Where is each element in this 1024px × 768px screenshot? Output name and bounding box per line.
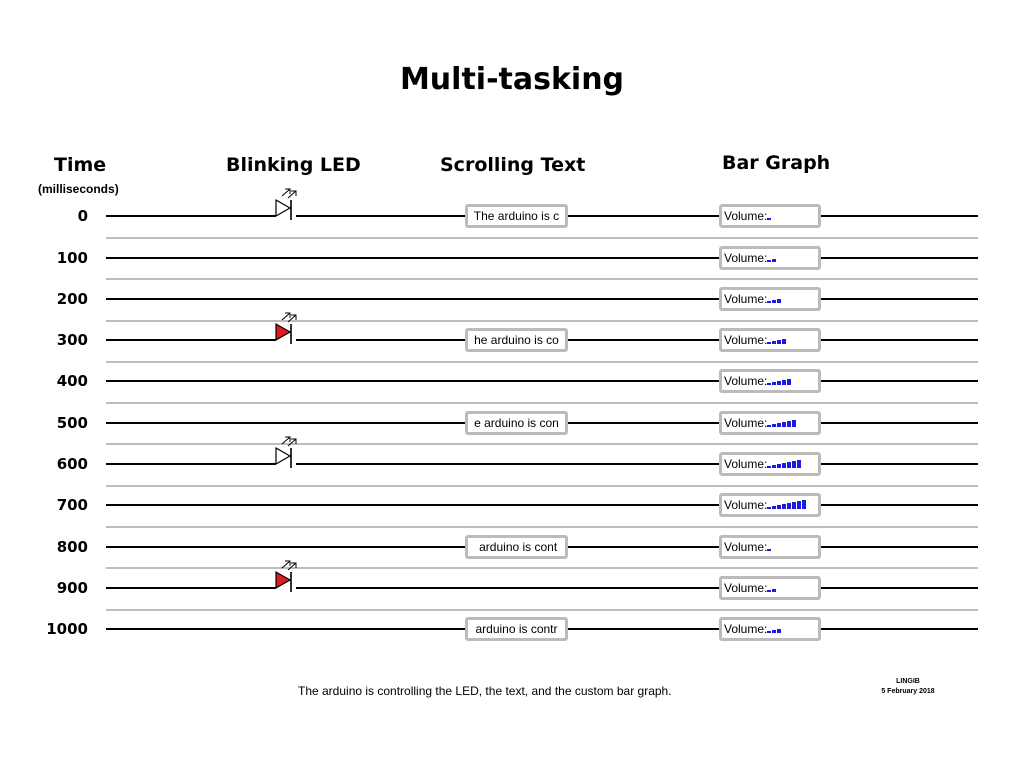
grid-divider xyxy=(106,237,978,239)
led-off-icon xyxy=(274,188,314,228)
led-off-icon xyxy=(274,436,314,476)
volume-label: Volume: xyxy=(724,292,768,306)
volume-bar xyxy=(777,299,781,303)
volume-bar-graph xyxy=(767,331,787,349)
volume-label: Volume: xyxy=(724,333,768,347)
volume-bar xyxy=(782,504,786,509)
time-label: 1000 xyxy=(46,620,88,638)
timeline-segment xyxy=(821,380,978,382)
grid-divider xyxy=(106,443,978,445)
time-label: 600 xyxy=(56,455,88,473)
volume-bar-graph xyxy=(767,372,792,390)
volume-bar xyxy=(772,506,776,509)
volume-bar xyxy=(782,380,786,385)
volume-bar xyxy=(767,631,771,633)
scrolling-text: arduino is cont xyxy=(475,540,558,554)
text-header: Scrolling Text xyxy=(440,154,586,176)
timeline-segment xyxy=(821,546,978,548)
volume-bar-graph xyxy=(767,290,782,308)
time-label: 500 xyxy=(56,414,88,432)
volume-bar xyxy=(772,465,776,468)
timeline-segment xyxy=(821,257,978,259)
volume-bar xyxy=(772,300,776,303)
volume-bar-graph xyxy=(767,414,797,432)
volume-box xyxy=(719,535,821,559)
scrolling-text-box xyxy=(465,411,568,435)
timeline-segment xyxy=(296,463,719,465)
timeline-segment xyxy=(106,257,719,259)
volume-bar xyxy=(767,260,771,262)
volume-bar xyxy=(792,502,796,509)
volume-label: Volume: xyxy=(724,374,768,388)
timeline-segment xyxy=(821,339,978,341)
volume-label: Volume: xyxy=(724,498,768,512)
volume-bar xyxy=(787,379,791,385)
timeline-segment xyxy=(106,215,276,217)
volume-bar xyxy=(772,259,776,262)
scrolling-text: e arduino is con xyxy=(474,416,559,430)
timeline-segment xyxy=(106,587,276,589)
volume-bar-graph xyxy=(767,579,777,597)
timeline-segment xyxy=(296,587,719,589)
volume-bar xyxy=(772,589,776,592)
timeline-segment xyxy=(106,339,276,341)
volume-bar xyxy=(797,501,801,509)
volume-bar xyxy=(777,381,781,385)
volume-bar xyxy=(802,500,806,509)
time-label: 400 xyxy=(56,372,88,390)
timeline-segment xyxy=(821,298,978,300)
time-label: 300 xyxy=(56,331,88,349)
volume-bar xyxy=(772,424,776,427)
timeline-segment xyxy=(296,339,465,341)
volume-bar xyxy=(777,464,781,468)
volume-label: Volume: xyxy=(724,622,768,636)
timeline-segment xyxy=(821,628,978,630)
time-label: 200 xyxy=(56,290,88,308)
volume-bar xyxy=(777,629,781,633)
volume-bar-graph xyxy=(767,249,777,267)
volume-bar-graph xyxy=(767,496,807,514)
volume-box xyxy=(719,411,821,435)
timeline-segment xyxy=(296,215,465,217)
volume-bar-graph xyxy=(767,620,782,638)
volume-bar xyxy=(787,421,791,427)
timeline-segment xyxy=(568,422,719,424)
volume-label: Volume: xyxy=(724,416,768,430)
volume-box xyxy=(719,287,821,311)
timeline-segment xyxy=(821,422,978,424)
volume-bar xyxy=(772,341,776,344)
timeline-segment xyxy=(106,628,465,630)
grid-divider xyxy=(106,402,978,404)
volume-bar xyxy=(777,505,781,509)
volume-bar-graph xyxy=(767,207,772,225)
volume-bar xyxy=(792,420,796,427)
timeline-segment xyxy=(106,463,276,465)
volume-bar xyxy=(767,590,771,592)
volume-box xyxy=(719,617,821,641)
scrolling-text-box xyxy=(465,617,568,641)
timeline-segment xyxy=(106,298,719,300)
volume-label: Volume: xyxy=(724,457,768,471)
timeline-segment xyxy=(568,628,719,630)
volume-box xyxy=(719,576,821,600)
footer-caption: The arduino is controlling the LED, the text, and the custom bar graph. xyxy=(298,684,672,698)
volume-label: Volume: xyxy=(724,540,768,554)
page-title: Multi-tasking xyxy=(399,62,625,97)
timeline-segment xyxy=(821,504,978,506)
timeline-segment xyxy=(821,587,978,589)
volume-box xyxy=(719,493,821,517)
volume-label: Volume: xyxy=(724,251,768,265)
volume-bar xyxy=(782,422,786,427)
timeline-segment xyxy=(568,339,719,341)
volume-bar xyxy=(777,423,781,427)
scrolling-text-box xyxy=(465,535,568,559)
timeline-segment xyxy=(106,504,719,506)
grid-divider xyxy=(106,609,978,611)
timeline-segment xyxy=(821,463,978,465)
volume-bar xyxy=(767,507,771,509)
volume-bar xyxy=(792,461,796,468)
led-on-icon xyxy=(274,560,314,600)
time-label: 900 xyxy=(56,579,88,597)
volume-bar xyxy=(777,340,781,344)
grid-divider xyxy=(106,567,978,569)
volume-bar xyxy=(767,549,771,551)
volume-bar xyxy=(782,339,786,344)
time-label: 100 xyxy=(56,249,88,267)
led-header: Blinking LED xyxy=(226,154,361,176)
scrolling-text-box xyxy=(465,328,568,352)
volume-bar xyxy=(772,630,776,633)
volume-label: Volume: xyxy=(724,209,768,223)
volume-label: Volume: xyxy=(724,581,768,595)
timeline-segment xyxy=(821,215,978,217)
timeline-segment xyxy=(106,546,465,548)
time-label: 700 xyxy=(56,496,88,514)
grid-divider xyxy=(106,278,978,280)
volume-bar-graph xyxy=(767,538,772,556)
signature-name: LINGIB xyxy=(896,678,920,685)
volume-bar xyxy=(767,342,771,344)
volume-bar xyxy=(782,463,786,468)
timeline-segment xyxy=(106,422,465,424)
timeline-segment xyxy=(568,546,719,548)
volume-box xyxy=(719,246,821,270)
volume-box xyxy=(719,204,821,228)
timeline-segment xyxy=(568,215,719,217)
volume-bar xyxy=(767,218,771,220)
volume-bar xyxy=(772,382,776,385)
volume-box xyxy=(719,452,821,476)
volume-bar xyxy=(767,383,771,385)
volume-bar xyxy=(787,503,791,509)
grid-divider xyxy=(106,485,978,487)
scrolling-text-box xyxy=(465,204,568,228)
grid-divider xyxy=(106,320,978,322)
volume-box xyxy=(719,369,821,393)
led-on-icon xyxy=(274,312,314,352)
time-label: 0 xyxy=(77,207,88,225)
volume-bar xyxy=(797,460,801,468)
scrolling-text: arduino is contr xyxy=(475,622,558,636)
volume-box xyxy=(719,328,821,352)
grid-divider xyxy=(106,361,978,363)
grid-divider xyxy=(106,526,978,528)
time-label: 800 xyxy=(56,538,88,556)
volume-bar-graph xyxy=(767,455,802,473)
signature-date: 5 February 2018 xyxy=(881,688,935,695)
scrolling-text: The arduino is c xyxy=(473,209,560,223)
volume-bar xyxy=(767,301,771,303)
bar-header: Bar Graph xyxy=(722,152,831,174)
timeline-segment xyxy=(106,380,719,382)
time-unit-label: (milliseconds) xyxy=(38,182,119,196)
volume-bar xyxy=(787,462,791,468)
time-header: Time xyxy=(54,154,107,176)
volume-bar xyxy=(767,425,771,427)
scrolling-text: he arduino is co xyxy=(474,333,559,347)
volume-bar xyxy=(767,466,771,468)
